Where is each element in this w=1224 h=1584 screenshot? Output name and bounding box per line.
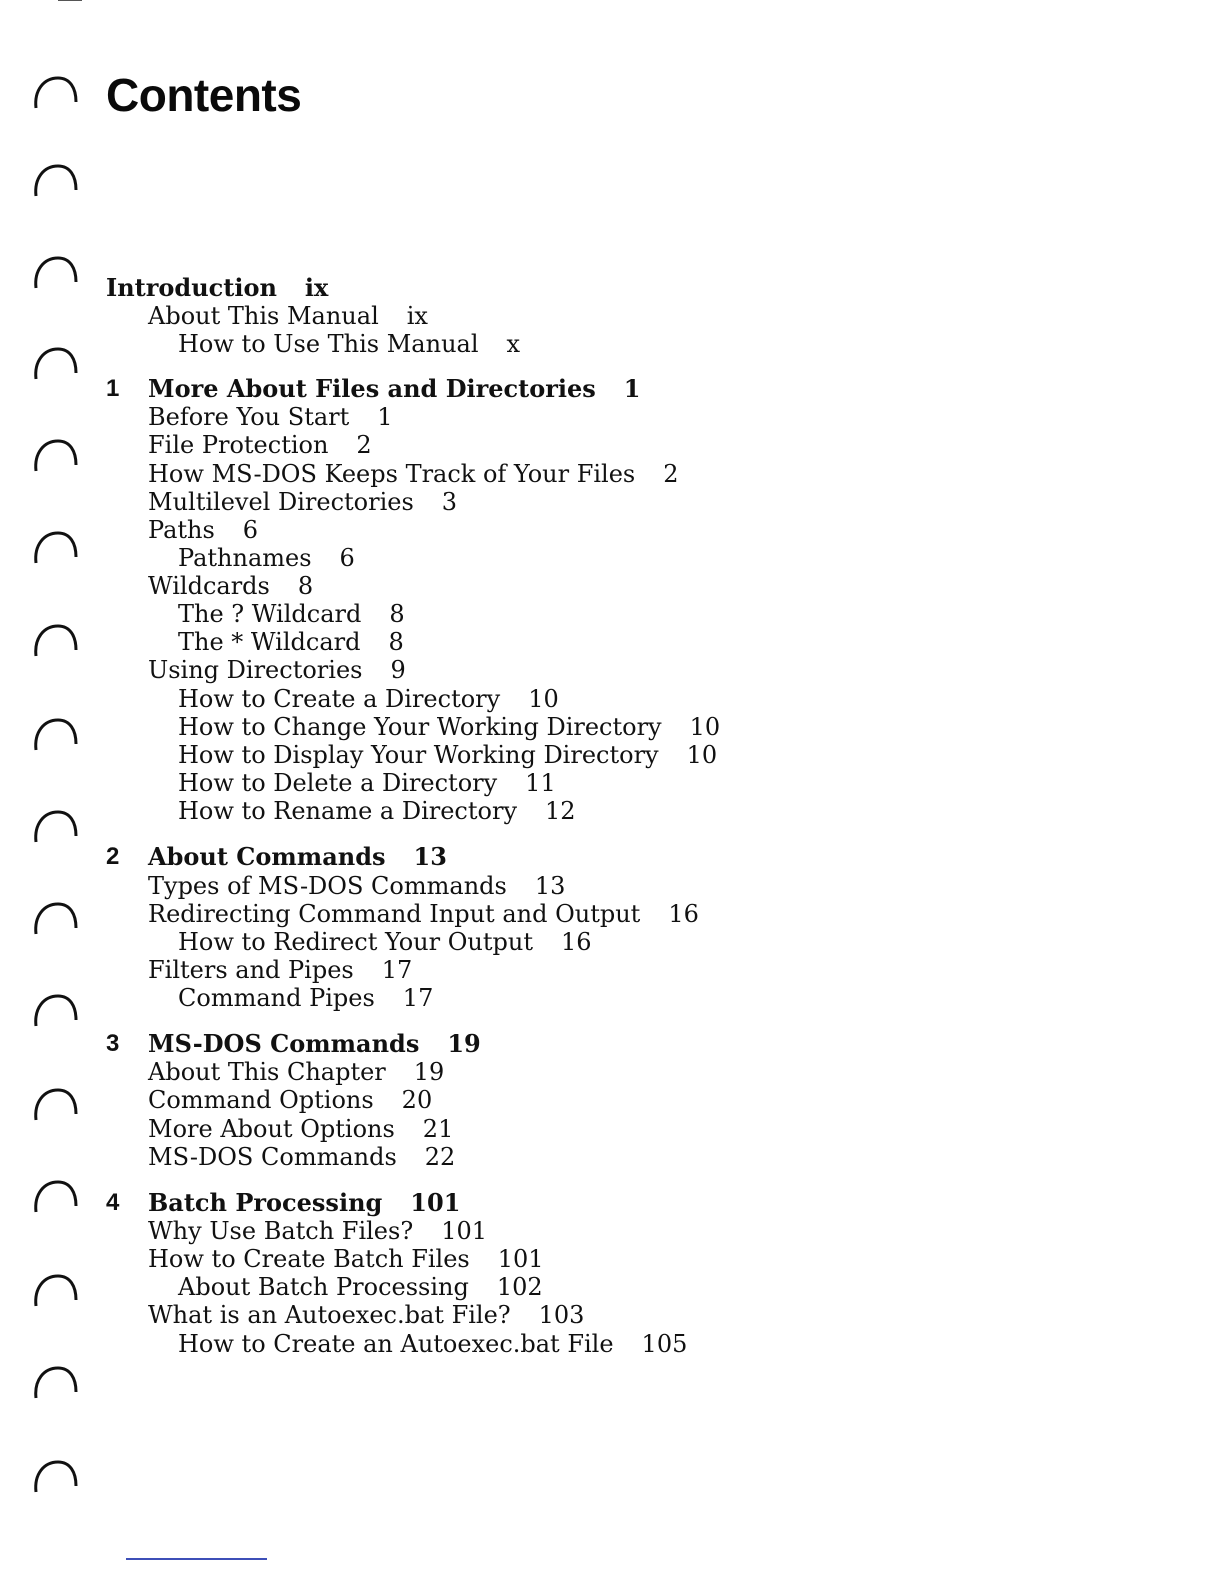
toc-entry-label: About Commands bbox=[148, 842, 386, 871]
toc-entry-label-suffix: Keeps Track of Your Files bbox=[316, 460, 636, 488]
toc-chapter-2[interactable] bbox=[148, 843, 447, 871]
toc-entry-label: About This Chapter bbox=[148, 1058, 386, 1086]
toc-entry[interactable] bbox=[178, 1330, 687, 1358]
toc-page-number: 10 bbox=[686, 741, 718, 769]
toc-entry-label: File Protection bbox=[148, 431, 329, 459]
toc-page-number: 1 bbox=[623, 374, 641, 403]
toc-page-number: 22 bbox=[424, 1143, 456, 1171]
toc-page-number: 9 bbox=[390, 656, 406, 684]
toc-entry-label: Wildcards bbox=[148, 572, 270, 600]
toc-chapter-3[interactable] bbox=[148, 1030, 481, 1058]
toc-entry[interactable] bbox=[148, 1217, 487, 1245]
toc-page-number: 11 bbox=[525, 769, 556, 797]
toc-page-number: ix bbox=[406, 302, 428, 330]
toc-entry[interactable] bbox=[148, 1086, 432, 1114]
toc-entry-label: The ? Wildcard bbox=[178, 600, 362, 628]
toc-page-number: 13 bbox=[534, 872, 566, 900]
toc-entry-label: Before You Start bbox=[148, 403, 350, 431]
toc-entry-label: How to Change Your Working Directory bbox=[178, 713, 662, 741]
toc-entry[interactable] bbox=[148, 656, 406, 684]
toc-entry-label: Pathnames bbox=[178, 544, 312, 572]
toc-entry[interactable] bbox=[148, 460, 679, 488]
toc-entry-introduction[interactable] bbox=[106, 274, 328, 302]
toc-entry[interactable] bbox=[178, 685, 559, 713]
toc-entry[interactable] bbox=[178, 713, 720, 741]
toc-page-number: 8 bbox=[389, 600, 405, 628]
toc-entry-label: Using Directories bbox=[148, 656, 363, 684]
toc-entry[interactable] bbox=[178, 984, 433, 1012]
chapter-number: 1 bbox=[106, 375, 120, 402]
toc-entry-label: Redirecting Command Input and Output bbox=[148, 900, 641, 928]
toc-page-number: 17 bbox=[402, 984, 434, 1012]
toc-page-number: 8 bbox=[297, 572, 314, 600]
toc-page-number: 16 bbox=[668, 900, 699, 928]
toc-entry[interactable] bbox=[178, 797, 576, 825]
toc-page-number: 1 bbox=[377, 403, 393, 431]
toc-entry-label: Command Options bbox=[148, 1086, 374, 1114]
toc-entry[interactable] bbox=[148, 431, 372, 459]
toc-entry-label: How to Create Batch Files bbox=[148, 1245, 470, 1273]
toc-entry-label: More About Options bbox=[148, 1115, 395, 1143]
toc-page-number: 101 bbox=[441, 1217, 488, 1245]
toc-entry-label: How to Display Your Working Directory bbox=[178, 741, 659, 769]
toc-page-number: 102 bbox=[496, 1273, 543, 1301]
toc-entry-label: How to Create an Autoexec.bat File bbox=[178, 1330, 614, 1358]
chapter-number: 2 bbox=[106, 843, 120, 870]
toc-entry[interactable] bbox=[148, 572, 313, 600]
toc-entry-label: Batch Processing bbox=[148, 1188, 383, 1217]
toc-page-number: 13 bbox=[413, 842, 447, 871]
toc-entry-label: How to Rename a Directory bbox=[178, 797, 517, 825]
toc-entry-label: More About Files and Directories bbox=[148, 374, 596, 403]
toc-page-number: 6 bbox=[242, 516, 259, 544]
toc-entry-label: Commands bbox=[261, 1029, 420, 1058]
toc-entry-label: Commands bbox=[253, 1143, 397, 1171]
toc-page-number: 2 bbox=[663, 460, 679, 488]
toc-chapter-1[interactable] bbox=[148, 375, 641, 403]
toc-entry-label: Why Use Batch Files? bbox=[148, 1217, 414, 1245]
msdos-label: MS-DOS bbox=[148, 1143, 254, 1171]
toc-entry-label: How to Use This Manual bbox=[178, 330, 479, 358]
toc-entry[interactable] bbox=[178, 1273, 543, 1301]
toc-page-number: ix bbox=[304, 273, 329, 302]
toc-entry-label: About Batch Processing bbox=[178, 1273, 469, 1301]
toc-entry-label: The * Wildcard bbox=[178, 628, 361, 656]
toc-entry[interactable] bbox=[178, 769, 556, 797]
toc-page-number: 101 bbox=[410, 1188, 461, 1217]
toc-entry[interactable] bbox=[148, 488, 457, 516]
toc-page-number: 2 bbox=[356, 431, 372, 459]
chapter-number: 3 bbox=[106, 1030, 120, 1057]
toc-entry[interactable] bbox=[148, 1058, 444, 1086]
toc-page-number: 17 bbox=[381, 956, 413, 984]
toc-entry[interactable] bbox=[178, 928, 592, 956]
toc-entry-label-prefix: Types of bbox=[148, 872, 259, 900]
toc-entry-label: Multilevel Directories bbox=[148, 488, 414, 516]
toc-page-number: 101 bbox=[497, 1245, 544, 1273]
toc-page-number: 19 bbox=[447, 1029, 481, 1058]
msdos-label: MS-DOS bbox=[258, 872, 364, 900]
toc-page-number: 16 bbox=[560, 928, 592, 956]
toc-entry[interactable] bbox=[148, 516, 258, 544]
toc-page-number: 6 bbox=[339, 544, 355, 572]
toc-entry[interactable] bbox=[148, 302, 428, 330]
page-title: Contents bbox=[106, 69, 302, 121]
toc-entry-label: What is an Autoexec.bat File? bbox=[148, 1301, 511, 1329]
toc-entry-label: How to Redirect Your Output bbox=[178, 928, 533, 956]
footer-rule bbox=[126, 1558, 267, 1560]
toc-page-number: 3 bbox=[441, 488, 458, 516]
toc-entry[interactable] bbox=[148, 900, 699, 928]
msdos-label: MS-DOS bbox=[148, 1029, 262, 1058]
toc-entry[interactable] bbox=[148, 872, 565, 900]
toc-page-number: 19 bbox=[413, 1058, 445, 1086]
toc-chapter-4[interactable] bbox=[148, 1189, 460, 1217]
toc-entry-label: Filters and Pipes bbox=[148, 956, 354, 984]
toc-entry-label: Command Pipes bbox=[178, 984, 375, 1012]
toc-entry[interactable] bbox=[148, 1143, 455, 1171]
toc-entry-label-prefix: How bbox=[148, 460, 212, 488]
toc-entry-label: About This Manual bbox=[148, 302, 379, 330]
toc-entry-label: How to Delete a Directory bbox=[178, 769, 498, 797]
toc-entry-label-suffix: Commands bbox=[363, 872, 507, 900]
msdos-label: MS-DOS bbox=[211, 460, 317, 488]
toc-entry[interactable] bbox=[148, 1301, 584, 1329]
toc-page-number: 103 bbox=[538, 1301, 585, 1329]
toc-entry[interactable] bbox=[178, 628, 404, 656]
toc-page-number: 105 bbox=[641, 1330, 688, 1358]
toc-page-number: 20 bbox=[401, 1086, 433, 1114]
toc-entry[interactable] bbox=[178, 330, 520, 358]
toc-entry[interactable] bbox=[148, 1115, 453, 1143]
toc-entry[interactable] bbox=[148, 403, 393, 431]
toc-page-number: x bbox=[506, 330, 521, 358]
toc-entry[interactable] bbox=[178, 544, 355, 572]
toc-page-number: 21 bbox=[422, 1115, 454, 1143]
toc-entry-label: Introduction bbox=[106, 273, 277, 302]
toc-entry[interactable] bbox=[178, 741, 717, 769]
toc-page-number: 10 bbox=[689, 713, 721, 741]
toc-entry-label: How to Create a Directory bbox=[178, 685, 501, 713]
toc-entry[interactable] bbox=[148, 1245, 544, 1273]
toc-entry[interactable] bbox=[148, 956, 412, 984]
toc-entry-label: Paths bbox=[148, 516, 215, 544]
toc-page-number: 12 bbox=[545, 797, 576, 825]
chapter-number: 4 bbox=[106, 1189, 120, 1216]
toc-entry[interactable] bbox=[178, 600, 405, 628]
toc-page-number: 8 bbox=[388, 628, 404, 656]
toc-page-number: 10 bbox=[528, 685, 559, 713]
